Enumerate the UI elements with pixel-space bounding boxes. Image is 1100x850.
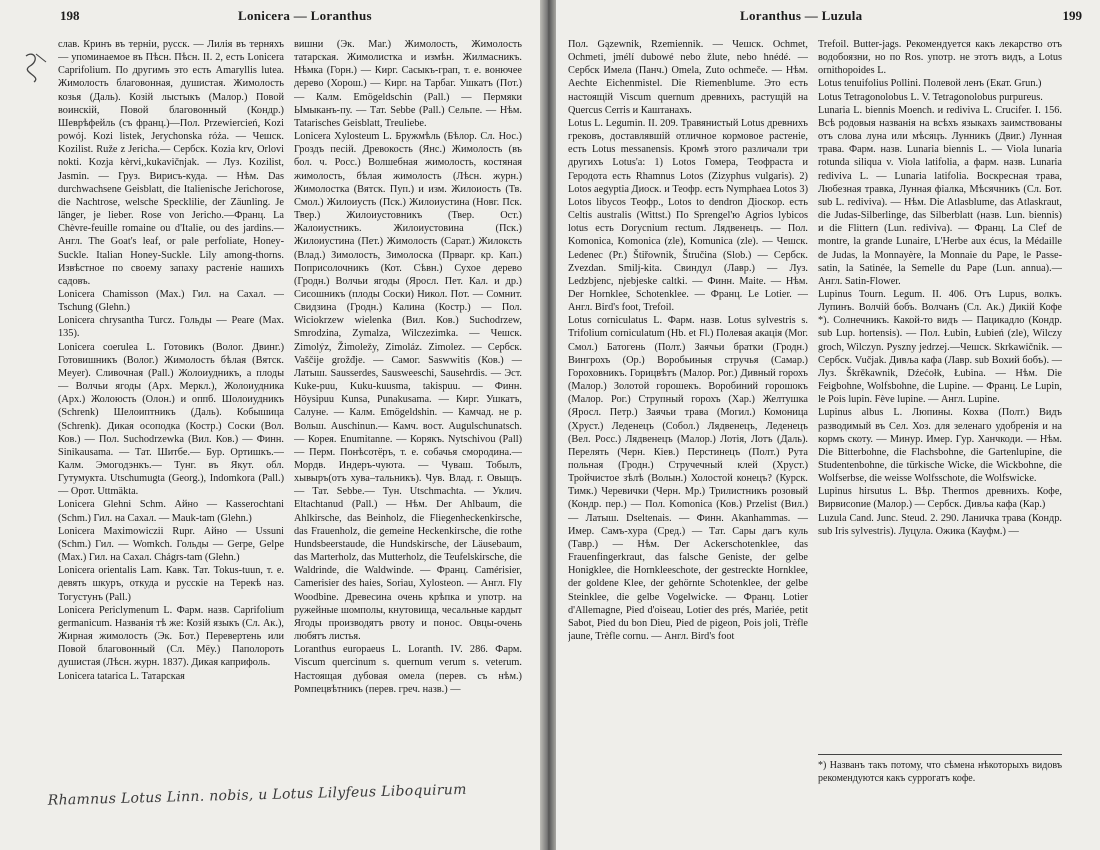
book-gutter [540, 0, 556, 850]
running-head: Loranthus — Luzula [740, 8, 863, 23]
running-head: Lonicera — Loranthus [238, 8, 372, 23]
entry-text: Trefoil. Butter-jags. Рекомендуется какъ лекарство отъ водобоязни, но по Ros. употр. не этотъ видъ, а Lotus ornithopoides L. [818, 39, 1062, 77]
entry-text: Lonicera Xylosteum L. Бружмѣль (Бѣлор. Сл. Нос.) Гроздъ песій. Древокость (Янс.) Жимолость (въ бол. ч. Росс.) Волшебная жимолость, костяная жимолость, бѣлая жимолость (Лѣсн. журн.) Жимолостка (Вятск. Пуп.) и изм. Жилоиость (Тв. Смол.) Жилоиусть (Пск.) Жилоиустина (Новг. Пск. Твер.) Жилоиустовникъ (Твер. Ост.) Жалоиустникъ. Жилоиустовина (Пск.) Жилоиустина (Пет.) Жимолость (Сарат.) Жилоксть (Влад.) Зимолость, Зимолоска (Прварг. кр. Кап.) Поприсолочникъ (Кот. Сѣвн.) Сухое дерево (Гродн.) Волчьи ягоды (Яросл. Пет. Кал. и др.) Сисошникъ (плоды Соски) Никол. Пот. — Сомнит. Свидзина (Гродн.) Калина (Костр.) — Пол. Wiciokrzew wielenka (Вил. Ков.) Suchodrzew, Smrodzina, Zymalza, Wilczezimka. — Чешск. Zimolýz, Žimoležy, Zimoláz. Zimolez. — Сербск. Vaščije grožđje. — Самог. Saswwitis (Ков.) —Латыш. Sausserdes, Sausweeschi, Sausehrdis. — Эст. Kuke-puu, Kuku-kuusma, takispuu. — Финн. Höysipuu Kunsa, Punakusama. — Кирг. Ушкатъ, Салуне. — Калм. Emögeldshin. — Камчад. не р. Вольш. Auschinun.— Камч. вост. Augulschunatsch. — Корея. Enumitanne. — Корякъ. Nytschivou (Pall) — Перм. Понѣсотёръ, т. е. собачья смородина.— Мордв. Индеръ-чуюта. — Чуваш. Тобылъ, хывыръ(отъ хува–тальникъ). Чув. Влад. г. Овыщъ. — Тат. Sebbe.— Тун. Utschmachta. — Уклич. Eltachtanud (Pall.) — Нѣм. Der Ahlbaum, die Ahlkirsche, das Beinholz, die Fliegenheckenkirsche, das Frauenholz, die gemeine Heckenkirsche, die rothe Hundsbeerstaude, die Hundskirsche, der Läusebaum, das Marterholz, das Mutterholz, die Teufelskirsche, die Waldrinde, die Waldwinde. — Франц. Camérisier, Camerisier des haies, Soriau, Xylosteon. — Англ. Fly Woodbine. Древесина очень крѣпка и употр. на ружейные шомполы, кнутовища, чесальные кардыт Ягоды производятъ рвоту и понос. Овцы-очень любятъ листья. [294, 131, 522, 643]
handwritten-note: Rhamnus Lotus Linn. nobis, и Lotus Lilyfeus Liboquirum [47, 781, 467, 809]
entry-text: Lonicera orientalis Lam. Кавк. Тат. Tokus-tuun, т. е. девять шкуръ, откуда и русскіе на Терекѣ наз. Тогустунъ (Pall.) [58, 565, 284, 603]
entry-text: Lonicera tatarica L. Татарская [58, 670, 185, 682]
entry-text: Lonicera Chamisson (Max.) Гил. на Сахал. — Tschung (Glehn.) [58, 288, 284, 314]
footnote-text: *) Названъ такъ потому, что сѣмена нѣкоторыхъ видовъ рекомендуются какъ суррогатъ кофе. [818, 760, 1062, 784]
entry-text: Lonicera Glehni Schm. Айно — Kasserochtani (Schm.) Гил. на Сахал. — Mauk-tam (Glehn.) [58, 499, 284, 524]
entry-text: Lonicera coerulea L. Готовикъ (Волог. Двинг.) Готовишникъ (Волог.) Жимолость бѣлая (Вятск. Meyer). Сливочная (Pall.) Жолоиудникъ, а плоды — Волчьи ягоды (Арх. Меркл.), Жолоиудника (Арх.) Жолоюсть (Олон.) и оппб. Шолоиудникъ (Schrenk) Шелоиптникъ (Даль). Кобышица (Schrenk). Дикая осоподка (Костр.) Соски (Вол. Ков.) — Пол. Suchodrzewka (Вил. Ков.) — Финн. Sinikausama. — Тат. Шитбе.— Бур. Ортишкъ.— Калм. Эмогодэнкъ.— Тунг. въ Якут. обл. Гутумукта. Utschumugta (Georg.), Indomkora (Pall.) — Орот. Uttmäkta. [58, 341, 284, 498]
entry-text: Lotus L. Legumin. II. 209. Травянистый Lotus древнихъ грековъ, доставлявшій отличное кормовое растеніе, есть Lotus messanensis. Кромѣ этого различали три другихъ Lotus'а: 1) Lotos Гомера, Теофраста и Геродота есть Rhamnus Lotos (Zizyphus vulgaris). 2) Lotos aegyptia Диоск. и Теофр. есть Nymphaea Lotos 3) Lotos libycos Теофр., Lotos to dendron Дiоскор. есть Celtis australis (Wittst.) По Sprengel'ю Agrios lybicos lotus есть Dorycnium rectum. Лядвенецъ. — Пол. Komonica, Komonica (zle), Komunica (zle). — Чешск. Ledenec (Pr.) Štiřownik, Štručina (Slob.) — Сербск. Zvezdan. Smilj-kita. Свиндул (Лавр.) — Луз. Ledzbjenc, njebjeske caltki. — Финн. Maite. — Нѣм. Der Hornklee, Schotenklee. — Франц. Le Lotier. — Англ. Bird's foot, Trefoil. [568, 117, 808, 314]
handwritten-mark-icon [22, 48, 52, 88]
left-page-header [60, 8, 512, 32]
entry-text: Lonicera chrysantha Turcz. Гольды — Peare (Max. 135). [58, 315, 284, 340]
entry-text: Lotus corniculatus L. Фарм. назв. Lotus sylvestris s. Trifolium corniculatum (Hb. et Fl.) Полевая акація (Мог. Смол.) Батогень (Полт.) Заячьи братки (Гродн.) Вингрохъ (Ор.) Воробьиныя стручья (Самар.) Гороховникъ. Горицвѣтъ (Малор. Рог.) Дивный горохъ (Малор.) Золотой горошекъ. Воробиний горошокъ (Малор. Рог.) Струпный горохъ (Хар.) Желтушка (Яросл. Петр.) Заячьи травa (Могил.) Комоница (Хруст.) Леденецъ (Собол.) Лядвенецъ, Леденецъ (Вел. Росс.) Лядвенецъ (Малор.) Лотія, Лотъ (Даль). Перелять (Черн. Кіев.) Перстинецъ (Полт.) Рута польная (Гродн.) Стручечный клей (Хруст.) Тройчистое зѣлѣ (Волын.) Холостой конецъ? (Курск. Тимк.) Черевички (Черн. Мр.) Трилистникъ розовый (Кондр. пер.) — Пол. Komonica (Ков.) Przelist (Вил.) — Латыш. Dseltenais. — Финн. Akanhammas. — Имер. Самъ-хура (Сред.) — Тат. Сары дагъ куль (Тавр.) — Нѣм. Der Ackerschotenklee, das Frauenfingerkraut, das falsche Geniste, der gelbe Honigklee, die Hornkleeschote, der gestreckte Hornklee, der goldene Klee, der gehörnte Schotenklee, der gelbe Steinklee, die gelbe Vogelwicke. — Франц. Lotier d'Allemagne, Pied d'oiseau, Lotier des prés, Mariée, petit Sabot, Pied du bon Dieu, Pied de pigeon, Pois joli, Trèfle jaune, Trèfle cornu. — Англ. Bird's foot [568, 315, 808, 643]
entry-text: Lupinus Tourn. Legum. II. 406. Отъ Lupus, волкъ. Лупинъ. Волчій бобъ. Волчанъ (Сл. Ак.) Дикій Кофе *). Солнечникъ. Какой-то видъ — Пацикадло (Кондр. sub Lup. hortensis). — Пол. Łubin, Łubień (zle), Wilczy groch, Wilczyn. Pyszny jedrzej.—Чешск. Skrkawičnik. — Сербск. Vučjak. Дивља кафа (Лавр. sub Bохий бобъ). — Луз. Škrěkawnik, Dźećołk, Łubina. — Нѣм. Die Feigbohne, Wolfsbohne, die Lupine. — Франц. Le Lupin, le Pois lupin. Fève lupine. — Англ. Lupine. [818, 288, 1062, 406]
right-column-2 [818, 38, 1062, 748]
left-column-2 [294, 38, 522, 790]
page-number: 199 [1062, 8, 1082, 23]
page-number: 198 [60, 8, 80, 23]
entry-text: слав. Кринъ въ терніи, русск. — Лилія въ терняхъ — упоминаемое въ Пѣсн. Пѣсн. II. 2, есть Lonicera Caprifolium. По другимъ это есть Amaryllis lutea. Жимолость благовонная, душистая. Жимолость козья (Даль). Козій лыстыкъ (Малор.) Повой воинскій, Повой благовонный (Кондр.) Шеврѣфейль (съ франц.)—Пол. Przewiercień, Kozi powój. Kozi listek, Jerychonska róża. — Чешск. Kozilist. Ruže z Jericha.— Сербск. Kozia krv, Orlovi nokti. Kozja kèrvi,,kukavičnjak. — Луз. Kozilist, Jasmin. — Груз. Вирисъ-куда. — Нѣм. Das durchwachsene Geisblatt, die Italienische Jerichorose, die Nachtrose, welsche Specklilie, der Zäunling. Je länger, je lieber. Rose von Jericho.—Франц. La Chèvre-feuille romaine ou d'Italie, ou des jardins.— Англ. The Goat's leaf, or pale perfoliate, Honey-Suckle. Italian Honey-Suckle. Lily among-thorns. Извѣстное по своему запаху растеніе нашихъ садовъ. [58, 39, 284, 287]
entry-text: Lunaria L. biennis Moench. и rediviva L. Crucifer. I. 156. Всѣ родовыя названія на всѣхъ языкахъ заимствованы отъ слова луна или мѣсяцъ. Лунникъ (Двиг.) Лунная трава. Фарм. назв. Lunaria biennis L. — Viola lunaria rotunda siliqua v. Viola latifolia, а фарм. назв. Lunaria rediviva L. — Lunaria latifolia. Воскресная трава, Любезная травка, Лунная фіалка, Мѣсячникъ (Сл. Бот. sub L. rediviva). — Нѣм. Die Atlasblume, das Atlaskraut, die Judas-Silberlinge, das Silberblatt (назв. Lun. biennis) и die Flittern (Lun. rediviva). — Франц. La Clef de montre, la grande Lunaire, L'Herbe aux écus, la Médaille de Judas, la Monnayère, la Monnaie du Pape, le Passe-satin, la Satinée, la Semelle du Pape (Lun. annua).— Англ. Satin-Flower. [818, 104, 1062, 287]
entry-text: Пол. Gązewnik, Rzemiennik. — Чешск. Ochmet, Ochmeti, jmélí dubowé nebo žlute, nebo hnédé. — Сербск Имела (Панч.) Omela, Zuto ochmeče. — Нѣм. Aechte Eichenmistel. Die Riemenblume. Это есть настоящій Viscum quernum древнихъ, растущій на Quercus Cerris и Каштанахъ. [568, 39, 808, 116]
entry-text: Lupinus albus L. Люпины. Кохва (Полт.) Видъ разводимый въ Сел. Хоз. для зеленаго удобренія и на кормъ скоту. — Минур. Имер. Гур. Ханчкоди. — Нѣм. Die Bitterbohne, die Flachsbohne, die Gartenlupine, die Studentenbohne, die türkische Wicke, die Wickbohne, die Wolfserbse, die weisse Wolfsschote, die Wolfswicke. [818, 407, 1062, 485]
left-column-1 [58, 38, 284, 790]
entry-text: Lonicera Periclymenum L. Фарм. назв. Caprifolium germanicum. Названія тѣ же: Козій языкъ (Сл. Ак.), Жирная жимолость (Эк. Бот.) Перевертень или Повой благовонный (Сл. Мёу.) Паполороть душистая (Лѣсн. журн. 1837). Дикая каприфоль. [58, 604, 284, 669]
entry-text: Lonicera Maximowiczii Rupr. Айно — Ussuni (Schm.) Гил. — Womkch. Гольды — Gerpe, Gelpe (Max.) Гил. на Сахал. Chágrs-tam (Glehn.) [58, 525, 284, 564]
right-page [556, 0, 1100, 850]
right-page-header [570, 8, 1082, 32]
footnote [818, 754, 1062, 785]
left-page [0, 0, 540, 850]
entry-text: Luzula Cand. Junc. Steud. 2. 290. Ланичка трава (Кондр. sub Iris sylvestris). Луцула. Ожика (Кауфм.) — [818, 512, 1062, 537]
entry-text: Lotus tenuifolius Pollini. Полевой ленъ (Екат. Grun.) [818, 78, 1042, 90]
entry-text: Loranthus europaeus L. Loranth. IV. 286. Фарм. Viscum quercinum s. quernum verum s. veterum. Настоящая дубовая омела (перев. съ нѣм.) Ромпецвѣтникъ (перев. греч. назв.) — [294, 644, 522, 695]
right-column-1 [568, 38, 808, 798]
entry-text: Lupinus hirsutus L. Вѣр. Thermos древнихъ. Кофе, Вирвисоnие (Малор.) — Сербск. Дивља кафа (Кар.) [818, 486, 1062, 511]
entry-text: вишни (Эк. Маг.) Жимолость, Жимолость татарская. Жимолистка и измѣн. Жилмасникъ. Нѣмка (Горн.) — Кирг. Сасыкъ-грап, т. е. вонючее дерево (Хорош.) — Кирг. на Тарбаг. Ушкатъ (Пот.) — Калм. Emögeldschin (Pall.) — Пермяки Ымыканъ-пу. — Тат. Sebbe (Pall.) Сельпе. — Нѣм. Tatarisches Geisblatt, Treuliebe. [294, 39, 522, 129]
entry-text: Lotus Tetragonolobus L. V. Tetragonolobus purpureus. [818, 91, 1043, 103]
